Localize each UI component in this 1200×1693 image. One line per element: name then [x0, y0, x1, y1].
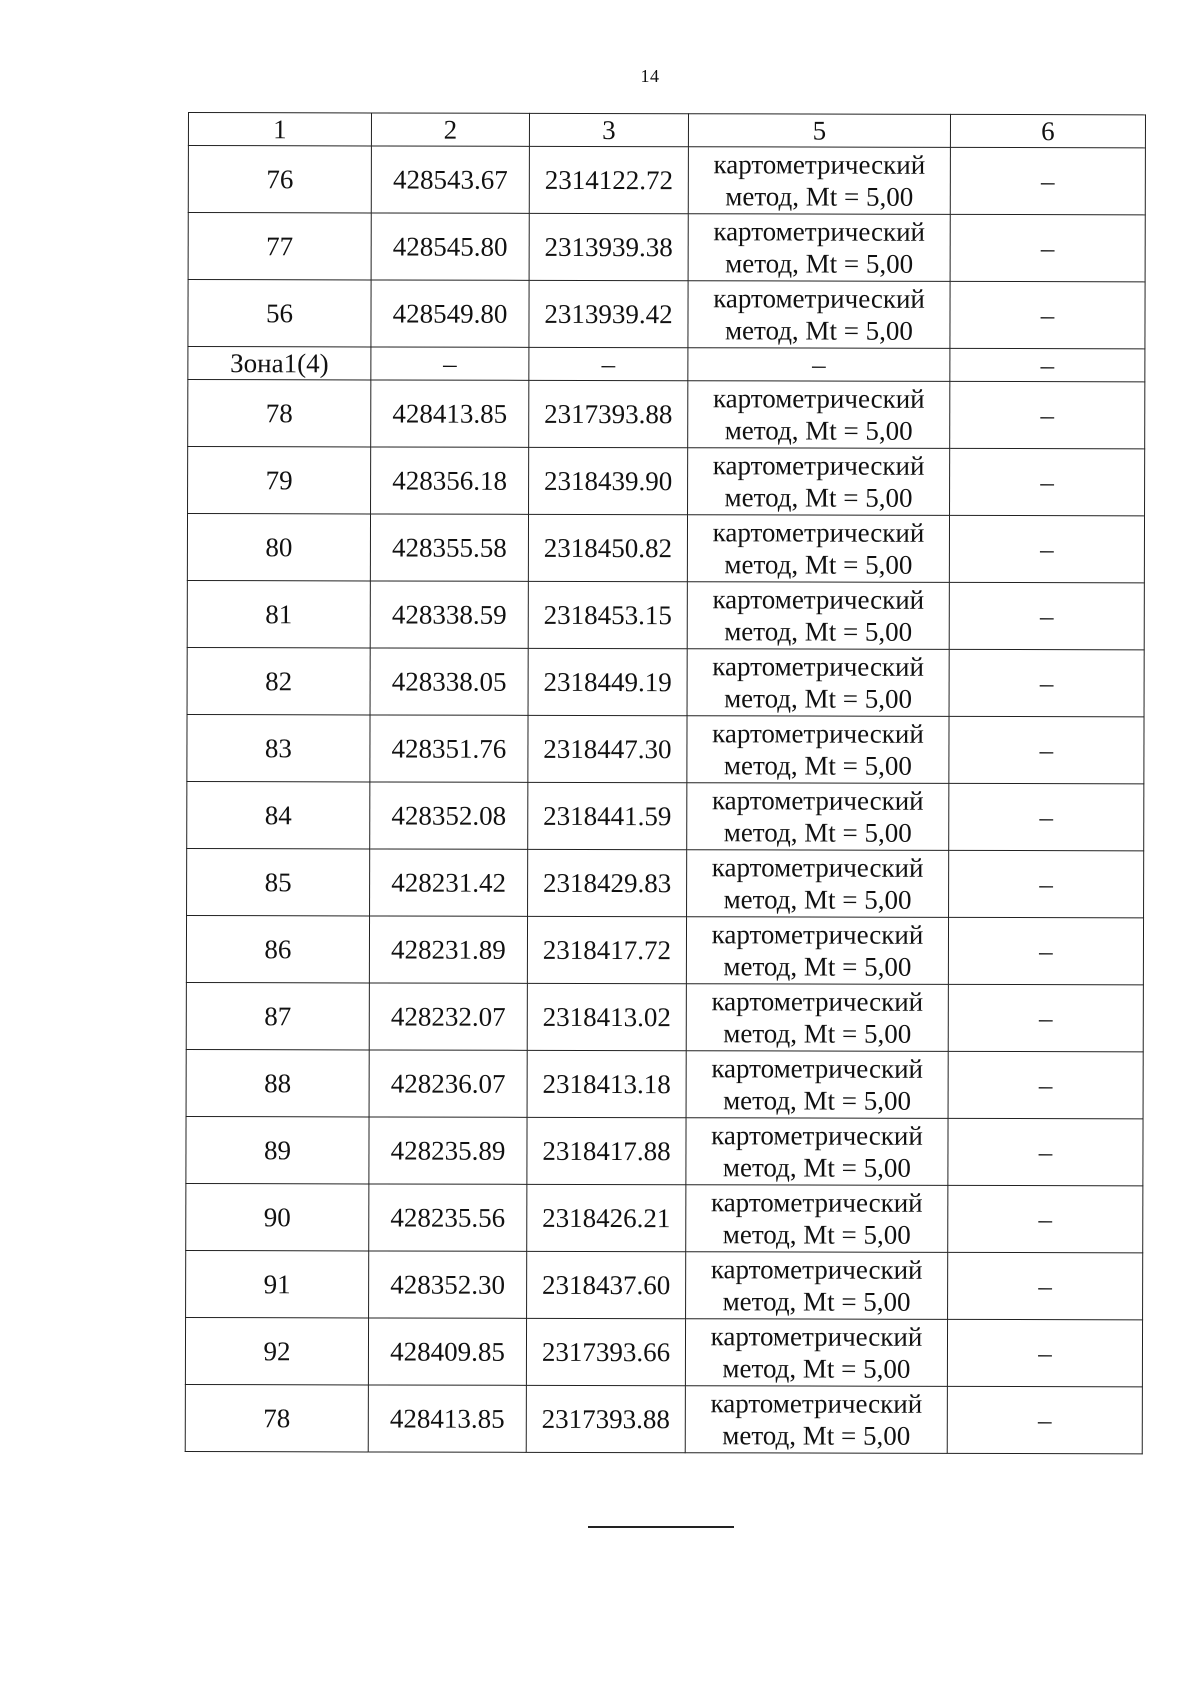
zone-dash-cell: –: [529, 347, 688, 380]
point-number-cell: 89: [186, 1116, 369, 1183]
method-cell: [687, 515, 949, 583]
y-coordinate-cell: 2314122.72: [529, 146, 688, 213]
method-line2: метод, Mt = 5,00: [724, 482, 913, 513]
point-number-cell: 91: [186, 1250, 369, 1317]
y-coordinate-cell: 2318417.88: [527, 1117, 686, 1184]
method-line2: метод, Mt = 5,00: [725, 181, 914, 212]
x-coordinate-cell: 428231.42: [370, 849, 528, 916]
y-coordinate-cell: 2317393.88: [529, 380, 688, 447]
method-cell: [687, 649, 949, 717]
note-cell: –: [948, 1118, 1143, 1185]
point-number-cell: 87: [186, 982, 369, 1049]
x-coordinate-cell: 428413.85: [371, 380, 529, 447]
note-cell: –: [949, 582, 1144, 649]
x-coordinate-cell: 428235.89: [369, 1117, 527, 1184]
method-line2: метод, Mt = 5,00: [722, 1152, 911, 1183]
point-number-cell: 86: [186, 915, 369, 982]
note-cell: –: [947, 1319, 1142, 1386]
method-line1: картометрический: [710, 1254, 923, 1285]
table-row: [186, 1183, 1143, 1252]
method-line2: метод, Mt = 5,00: [724, 683, 913, 714]
x-coordinate-cell: 428355.58: [370, 514, 528, 581]
zone-dash-cell: –: [950, 348, 1145, 381]
note-cell: –: [950, 381, 1145, 448]
zone-dash-cell: –: [371, 347, 529, 380]
table-row: [186, 982, 1143, 1051]
table-row: [185, 1317, 1142, 1386]
method-line2: метод, Mt = 5,00: [723, 1018, 912, 1049]
note-cell: –: [950, 448, 1145, 515]
method-line2: метод, Mt = 5,00: [724, 549, 913, 580]
method-cell: [686, 1185, 948, 1253]
point-number-cell: 84: [187, 781, 370, 848]
table-row: [186, 1116, 1143, 1185]
method-line1: картометрический: [711, 785, 924, 816]
point-number-cell: 82: [187, 647, 370, 714]
y-coordinate-cell: 2318426.21: [527, 1184, 686, 1251]
method-cell: [688, 381, 950, 449]
note-cell: –: [948, 984, 1143, 1051]
method-line2: метод, Mt = 5,00: [723, 750, 912, 781]
method-line1: картометрический: [712, 383, 925, 414]
point-number-cell: 78: [185, 1384, 368, 1451]
method-cell: [688, 448, 950, 516]
method-cell: [686, 917, 948, 985]
footer-rule: [588, 1526, 734, 1528]
method-cell: [687, 783, 949, 851]
method-line2: метод, Mt = 5,00: [722, 1420, 911, 1451]
method-cell: [687, 582, 949, 650]
point-number-cell: 56: [188, 280, 371, 347]
method-line1: картометрический: [711, 986, 924, 1017]
method-cell: [685, 1319, 947, 1387]
point-number-cell: 92: [185, 1317, 368, 1384]
method-line1: картометрический: [712, 651, 925, 682]
method-line2: метод, Mt = 5,00: [723, 884, 912, 915]
method-cell: [686, 1252, 948, 1320]
table-row: [188, 213, 1145, 282]
table-row: [187, 714, 1144, 783]
x-coordinate-cell: 428338.05: [370, 648, 528, 715]
method-cell: [686, 1051, 948, 1119]
method-cell: [688, 281, 950, 349]
y-coordinate-cell: 2318449.19: [528, 648, 687, 715]
y-coordinate-cell: 2318441.59: [528, 782, 687, 849]
x-coordinate-cell: 428235.56: [369, 1184, 527, 1251]
table-row: [188, 380, 1145, 449]
zone-dash-cell: –: [688, 348, 950, 382]
x-coordinate-cell: 428549.80: [371, 280, 529, 347]
method-line1: картометрический: [710, 1187, 923, 1218]
point-number-cell: 85: [187, 848, 370, 915]
method-line1: картометрический: [710, 1321, 923, 1352]
header-cell-col1: 1: [188, 113, 371, 146]
y-coordinate-cell: 2318439.90: [529, 447, 688, 514]
method-line1: картометрический: [712, 718, 924, 749]
y-coordinate-cell: 2318453.15: [528, 581, 687, 648]
x-coordinate-cell: 428232.07: [369, 983, 527, 1050]
header-cell-col2: 2: [371, 113, 529, 146]
zone-row: [188, 347, 1145, 382]
header-cell-col3: 3: [529, 113, 688, 146]
table-row: [188, 447, 1145, 516]
note-cell: –: [948, 917, 1143, 984]
y-coordinate-cell: 2317393.88: [526, 1385, 685, 1452]
method-line1: картометрический: [713, 283, 925, 314]
point-number-cell: 83: [187, 714, 370, 781]
x-coordinate-cell: 428231.89: [369, 916, 527, 983]
y-coordinate-cell: 2318437.60: [527, 1251, 686, 1318]
table-header-row: [188, 113, 1145, 148]
table-row: [186, 1049, 1143, 1118]
table-row: [187, 580, 1144, 649]
note-cell: –: [948, 1185, 1143, 1252]
x-coordinate-cell: 428236.07: [369, 1050, 527, 1117]
method-line1: картометрический: [712, 584, 925, 615]
point-number-cell: 90: [186, 1183, 369, 1250]
x-coordinate-cell: 428409.85: [368, 1318, 526, 1385]
point-number-cell: 78: [188, 380, 371, 447]
x-coordinate-cell: 428352.08: [370, 782, 528, 849]
method-line2: метод, Mt = 5,00: [723, 951, 912, 982]
y-coordinate-cell: 2318429.83: [528, 849, 687, 916]
y-coordinate-cell: 2318413.18: [527, 1050, 686, 1117]
table-row: [188, 146, 1145, 215]
y-coordinate-cell: 2318447.30: [528, 715, 687, 782]
method-line1: картометрический: [710, 1388, 923, 1419]
point-number-cell: 88: [186, 1049, 369, 1116]
method-cell: [688, 214, 950, 282]
method-cell: [687, 850, 949, 918]
note-cell: –: [950, 147, 1145, 214]
method-cell: [686, 984, 948, 1052]
header-cell-col5: 5: [688, 114, 950, 148]
method-line1: картометрический: [711, 1053, 924, 1084]
x-coordinate-cell: 428413.85: [368, 1385, 526, 1452]
note-cell: –: [949, 850, 1144, 917]
method-line1: картометрический: [711, 852, 924, 883]
note-cell: –: [948, 1051, 1143, 1118]
method-cell: [685, 1386, 947, 1454]
method-line2: метод, Mt = 5,00: [722, 1353, 911, 1384]
table-row: [186, 1250, 1143, 1319]
y-coordinate-cell: 2318450.82: [528, 514, 687, 581]
point-number-cell: 80: [187, 514, 370, 581]
y-coordinate-cell: 2318417.72: [527, 916, 686, 983]
point-number-cell: 77: [188, 213, 371, 280]
method-line1: картометрический: [712, 450, 925, 481]
method-line1: картометрический: [712, 517, 925, 548]
method-line1: картометрический: [713, 216, 926, 247]
method-line2: метод, Mt = 5,00: [724, 415, 913, 446]
note-cell: –: [949, 783, 1144, 850]
y-coordinate-cell: 2313939.38: [529, 213, 688, 280]
table-row: [187, 848, 1144, 917]
table-row: [187, 781, 1144, 850]
note-cell: –: [950, 281, 1145, 348]
x-coordinate-cell: 428352.30: [369, 1251, 527, 1318]
method-line2: метод, Mt = 5,00: [725, 248, 914, 279]
note-cell: –: [949, 515, 1144, 582]
note-cell: –: [949, 649, 1144, 716]
y-coordinate-cell: 2318413.02: [527, 983, 686, 1050]
table-row: [188, 280, 1145, 349]
table-row: [187, 514, 1144, 583]
x-coordinate-cell: 428351.76: [370, 715, 528, 782]
point-number-cell: 81: [187, 580, 370, 647]
zone-label-cell: Зона1(4): [188, 347, 371, 380]
page-number: 14: [640, 66, 660, 86]
point-number-cell: 76: [188, 146, 371, 213]
note-cell: –: [947, 1386, 1142, 1453]
x-coordinate-cell: 428543.67: [371, 146, 529, 213]
coordinates-table: [185, 112, 1146, 1454]
x-coordinate-cell: 428356.18: [371, 447, 529, 514]
y-coordinate-cell: 2313939.42: [529, 280, 688, 347]
header-cell-col6: 6: [950, 114, 1145, 147]
method-line2: метод, Mt = 5,00: [724, 616, 913, 647]
note-cell: –: [949, 716, 1144, 783]
method-line2: метод, Mt = 5,00: [722, 1219, 911, 1250]
note-cell: –: [948, 1252, 1143, 1319]
table-row: [185, 1384, 1142, 1453]
method-line1: картометрический: [713, 149, 926, 180]
point-number-cell: 79: [188, 447, 371, 514]
method-line2: метод, Mt = 5,00: [723, 1085, 912, 1116]
note-cell: –: [950, 214, 1145, 281]
method-line1: картометрический: [711, 919, 924, 950]
method-line2: метод, Mt = 5,00: [723, 817, 912, 848]
x-coordinate-cell: 428545.80: [371, 213, 529, 280]
table-row: [186, 915, 1143, 984]
x-coordinate-cell: 428338.59: [370, 581, 528, 648]
method-cell: [687, 716, 949, 784]
method-cell: [686, 1118, 948, 1186]
table-row: [187, 647, 1144, 716]
y-coordinate-cell: 2317393.66: [526, 1318, 685, 1385]
method-line2: метод, Mt = 5,00: [722, 1286, 911, 1317]
method-line2: метод, Mt = 5,00: [724, 315, 913, 346]
method-line1: картометрический: [711, 1120, 923, 1151]
method-cell: [688, 147, 950, 215]
